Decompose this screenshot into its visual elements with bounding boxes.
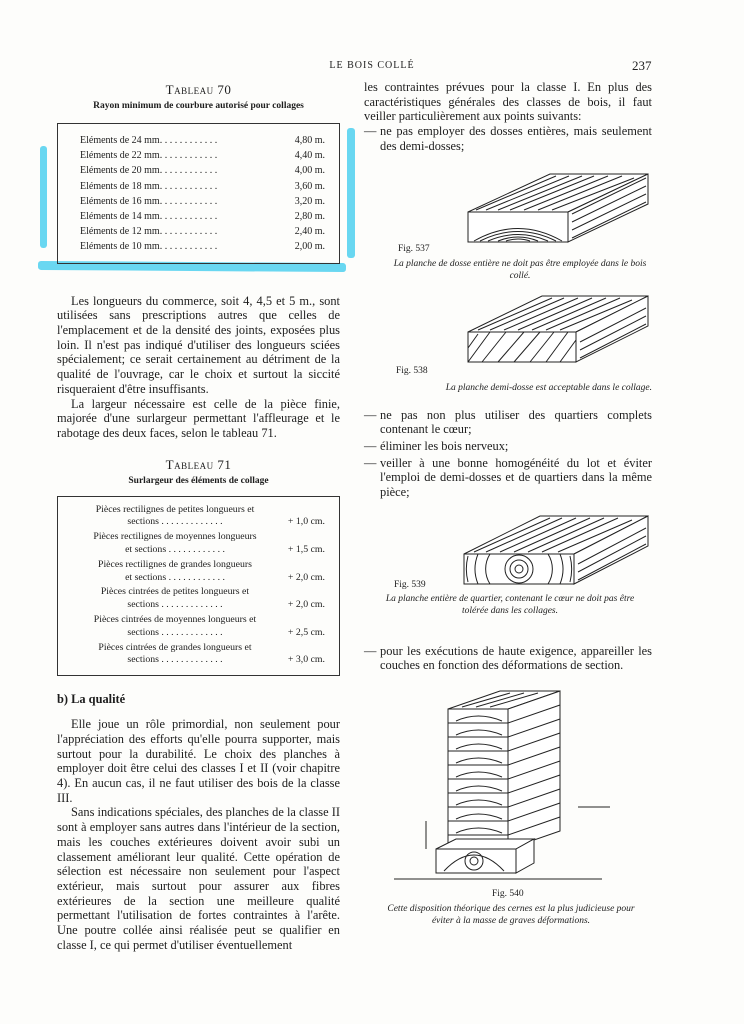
plank-full-slab-drawing	[364, 160, 652, 256]
table-row: Pièces rectilignes de moyennes longueurs et sections . . . . . . . . . . . . + 1,5 cm.	[93, 531, 325, 556]
figure-label-537: Fig. 537	[398, 243, 430, 254]
table-row: Eléments de 10 mm. . . . . . . . . . . . 2,00 m.	[80, 241, 325, 253]
figure-538	[364, 282, 652, 404]
figure-caption-538: La planche demi-dosse est acceptable dans le collage.	[445, 382, 652, 393]
table70-title: Tableau 70	[165, 82, 232, 97]
table-row: Eléments de 20 mm. . . . . . . . . . . . 4,00 m.	[80, 165, 325, 177]
paragraph-quality-1: Elle joue un rôle primordial, non seulement pour l'appréciation des efforts qu'elle pourra supporter, mais surtout pour la durabilité. Le choix des planches à employer doit être celui des classes I et II (voir chapitre 4). En aucun cas, il ne faut utiliser des bois de la classe III.	[57, 717, 340, 805]
figure-label-539: Fig. 539	[394, 579, 426, 590]
paragraph-lengths: Les longueurs du commerce, soit 4, 4,5 et 5 m., sont utilisées sans prescriptions autres que celles de l'emplacement et de la densité des joints, exposées plus loin. Il n'est pas indiqué d'utiliser des longueurs sciées spécialement; ce serait certainement au détriment de la qualité de l'ouvrage, car le choix et surtout la siccité risqueraient d'être insuffisants.	[57, 293, 340, 396]
figure-label-538: Fig. 538	[396, 365, 428, 376]
figure-caption-540: Cette disposition théorique des cernes est la plus judicieuse pour éviter à la masse de graves déformations.	[387, 904, 635, 927]
paragraph-quality-2: Sans indications spéciales, des planches de la classe II sont à employer sans autres dans l'intérieur de la section, mais les couches extérieures doivent avoir subi un classement améliorant leur qualité. Cette opération de sélection est nécessaire non seulement pour l'aspect extérieur, mais surtout pour assurer aux fibres extérieures de la section une meilleure qualité permettant l'utilisation de fortes contraintes à l'arête. Une poutre collée ainsi réalisée peut se qualifier en classe I, ce qui permet d'utiliser éventuellement	[57, 805, 340, 952]
table-row: Pièces rectilignes de grandes longueurs et sections . . . . . . . . . . . . + 2,0 cm.	[98, 558, 325, 583]
table70	[57, 123, 340, 264]
figure-caption-537: La planche de dosse entière ne doit pas être employée dans le bois collé.	[393, 258, 647, 281]
bullet-nerveux: — éliminer les bois nerveux;	[364, 438, 509, 453]
running-title: LE BOIS COLLÉ	[329, 60, 415, 71]
table71-subtitle: Surlargeur des éléments de collage	[128, 475, 269, 486]
highlighter-mark-right	[347, 128, 355, 258]
table-row: Pièces cintrées de moyennes longueurs et sections . . . . . . . . . . . . . + 2,5 cm.	[93, 614, 325, 638]
table-row: Eléments de 18 mm. . . . . . . . . . . . 3,60 m.	[80, 180, 325, 192]
table-row: Pièces rectilignes de petites longueurs et sections . . . . . . . . . . . . . + 1,0 cm.	[95, 503, 325, 528]
figure-540	[364, 673, 652, 933]
highlighter-mark-left	[40, 146, 47, 248]
page-number: 237	[632, 58, 652, 73]
bullet-haute-exigence: — pour les exécutions de haute exigence, appareiller les couches en fonction des déformations de section.	[364, 643, 652, 673]
table-row: Pièces cintrées de petites longueurs et sections . . . . . . . . . . . . . + 2,0 cm.	[100, 586, 325, 611]
table70-subtitle: Rayon minimum de courbure autorisé pour collages	[93, 101, 304, 111]
table-row: Eléments de 12 mm. . . . . . . . . . . . 2,40 m.	[80, 226, 325, 238]
table-row: Eléments de 16 mm. . . . . . . . . . . . 3,20 m.	[80, 195, 325, 207]
paragraph-width: La largeur nécessaire est celle de la pièce finie, majorée d'une surlargeur permettant l'affleurage et le rabotage des deux faces, selon le tableau 71.	[57, 396, 340, 440]
bullet-homogeneite: — veiller à une bonne homogénéité du lot et éviter l'emploi de demi-dosses et de quartiers dans la même pièce;	[364, 455, 652, 500]
table-row: Pièces cintrées de grandes longueurs et sections . . . . . . . . . . . . . + 3,0 cm.	[98, 641, 325, 666]
figure-label-540: Fig. 540	[492, 889, 524, 900]
plank-half-slab-drawing	[364, 282, 652, 378]
bullet-quartiers: — ne pas non plus utiliser des quartiers complets contenant le cœur;	[364, 407, 652, 437]
laminated-beam-drawing	[364, 689, 652, 894]
table-row: Eléments de 24 mm. . . . . . . . . . . . 4,80 m.	[80, 135, 325, 146]
table71	[57, 496, 340, 677]
table-row: Eléments de 22 mm. . . . . . . . . . . . 4,40 m.	[80, 150, 325, 162]
right-column	[364, 80, 652, 933]
section-heading-quality: b) La qualité	[57, 692, 126, 707]
figure-539	[364, 500, 652, 628]
table-row: Eléments de 14 mm. . . . . . . . . . . . 2,80 m.	[80, 211, 325, 223]
figure-caption-539: La planche entière de quartier, contenant le cœur ne doit pas être tolérée dans les collages.	[385, 593, 635, 616]
bullet-dosses: — ne pas employer des dosses entières, mais seulement des demi-dosses;	[364, 124, 652, 153]
paragraph-intro: les contraintes prévues pour la classe I. En plus des caractéristiques générales des classes de bois, il faut veiller particulièrement aux points suivants:	[364, 80, 652, 124]
table71-title: Tableau 71	[165, 456, 232, 472]
figure-537	[364, 154, 652, 282]
left-column	[57, 82, 340, 952]
